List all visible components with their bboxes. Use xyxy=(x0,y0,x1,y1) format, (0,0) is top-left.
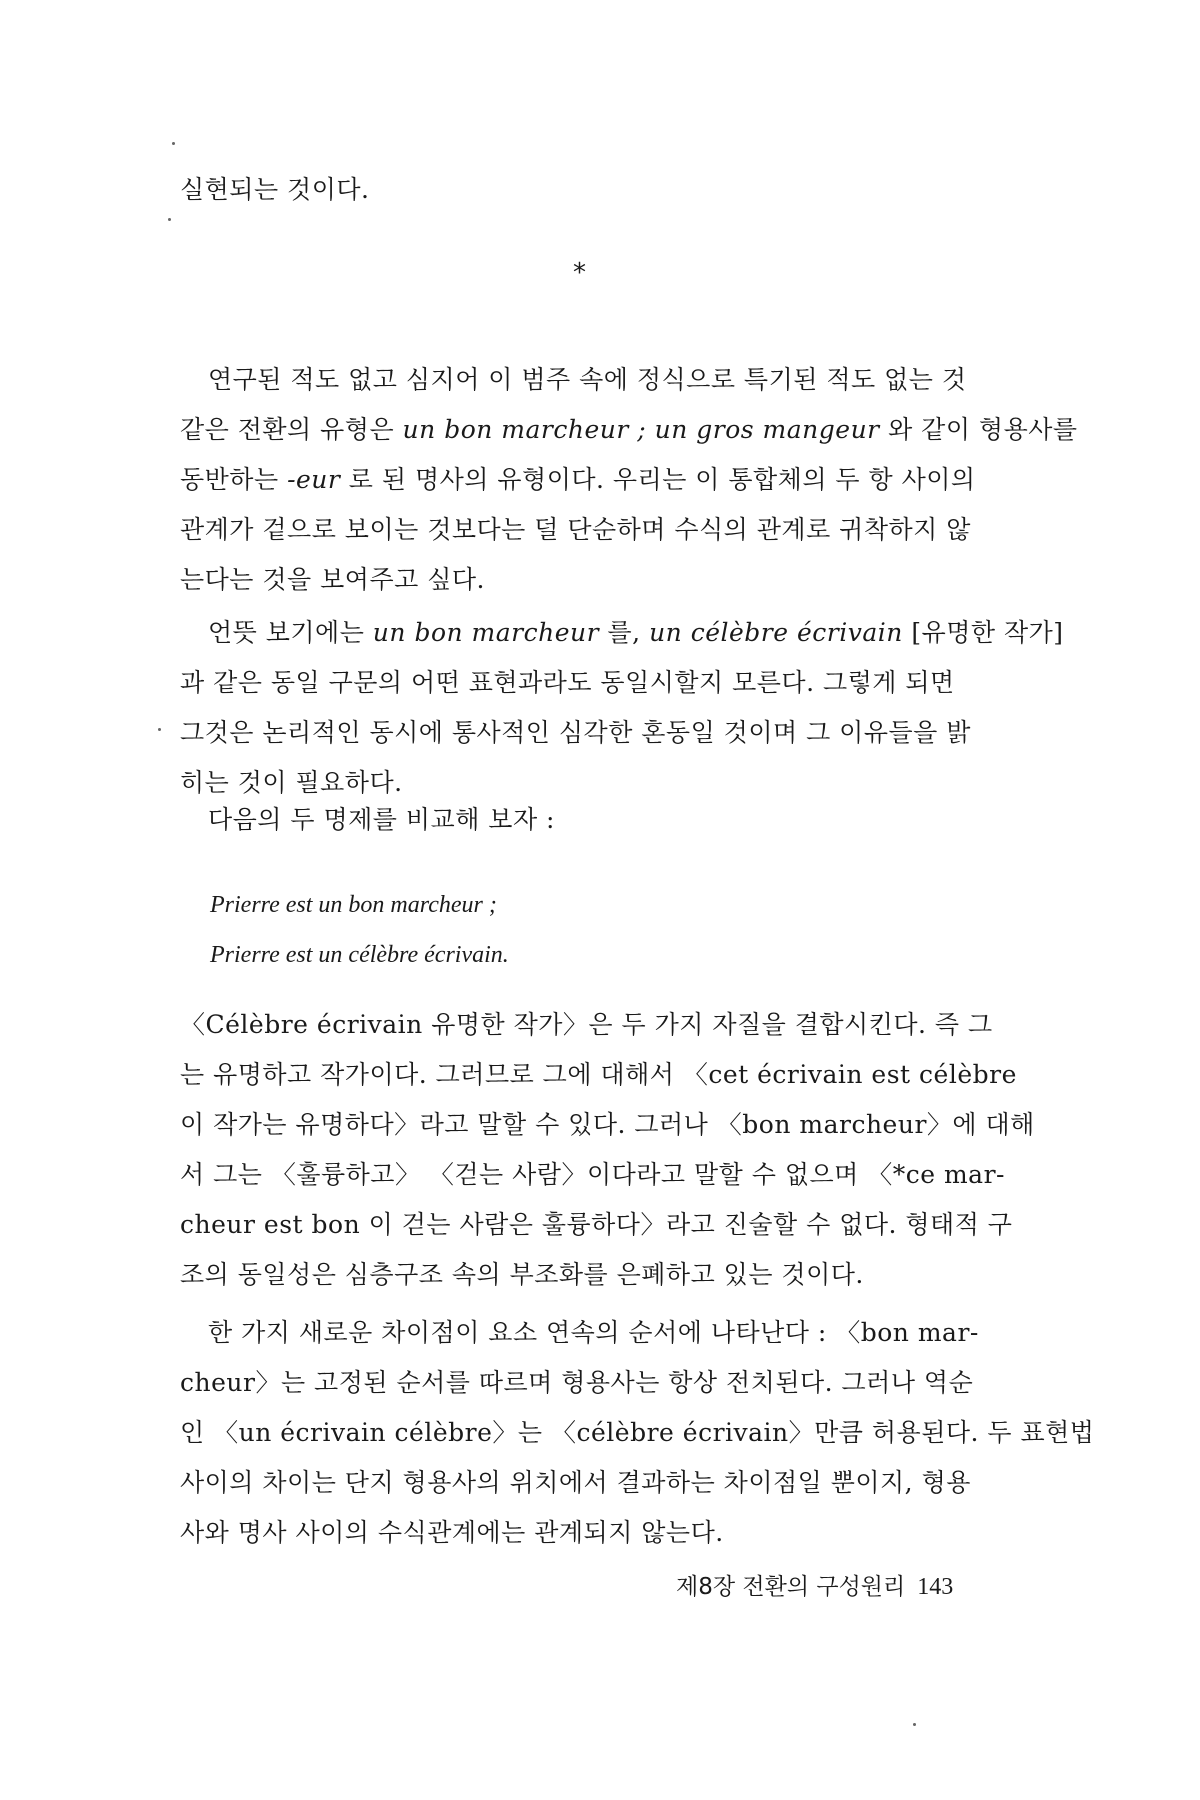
text-line: 이 작가는 유명하다〉라고 말할 수 있다. 그러나 〈bon marcheur〉에 대해 xyxy=(180,1110,1035,1139)
paragraph-1 xyxy=(180,355,1078,605)
text-line: 관계가 겉으로 보이는 것보다는 덜 단순하며 수식의 관계로 귀착하지 않 xyxy=(180,515,971,544)
french-example: un bon marcheur ; un gros mangeur xyxy=(402,415,880,444)
example-sentence: Prierre est un bon marcheur ; xyxy=(210,892,497,918)
scan-speck xyxy=(158,728,161,731)
paragraph-4 xyxy=(180,1000,1035,1300)
text-line: 그것은 논리적인 동시에 통사적인 심각한 혼동일 것이며 그 이유들을 밝 xyxy=(180,718,971,747)
text-line: 연구된 적도 없고 심지어 이 범주 속에 정식으로 특기된 적도 없는 것 xyxy=(208,365,967,394)
suffix-term: -eur xyxy=(287,465,341,494)
text-line: 동반하는 -eur 로 된 명사의 유형이다. 우리는 이 통합체의 두 항 사이의 xyxy=(180,465,976,494)
paragraph-5 xyxy=(180,1308,1095,1558)
paragraph-3 xyxy=(180,795,1020,845)
text-line: 히는 것이 필요하다. xyxy=(180,768,403,797)
text-line: 인 〈un écrivain célèbre〉는 〈célèbre écrivain〉만큼 허용된다. 두 표현법 xyxy=(180,1418,1095,1447)
scan-speck xyxy=(168,218,171,221)
text-line: 〈Célèbre écrivain 유명한 작가〉은 두 가지 자질을 결합시킨다. 즉 그 xyxy=(180,1010,993,1039)
text-line: 다음의 두 명제를 비교해 보자 : xyxy=(208,805,555,834)
text-line: 같은 전환의 유형은 un bon marcheur ; un gros mangeur 와 같이 형용사를 xyxy=(180,415,1078,444)
text-line: 사이의 차이는 단지 형용사의 위치에서 결과하는 차이점일 뿐이지, 형용 xyxy=(180,1468,971,1497)
paragraph-2 xyxy=(180,608,1064,808)
scan-speck xyxy=(172,142,175,145)
text-line: 한 가지 새로운 차이점이 요소 연속의 순서에 나타난다 : 〈bon mar- xyxy=(208,1318,979,1347)
page-number: 143 xyxy=(917,1574,954,1600)
text-line: 사와 명사 사이의 수식관계에는 관계되지 않는다. xyxy=(180,1518,724,1547)
french-example: un bon marcheur xyxy=(372,618,600,647)
text-line: 조의 동일성은 심층구조 속의 부조화를 은폐하고 있는 것이다. xyxy=(180,1260,864,1289)
text-line: 는 유명하고 작가이다. 그러므로 그에 대해서 〈cet écrivain est célèbre xyxy=(180,1060,1017,1089)
text-line: 서 그는 〈훌륭하고〉 〈걷는 사람〉이다라고 말할 수 없으며 〈*ce mar- xyxy=(180,1160,1005,1189)
page-footer xyxy=(676,1568,953,1601)
french-example: un célèbre écrivain xyxy=(649,618,903,647)
text-line: 는다는 것을 보여주고 싶다. xyxy=(180,565,485,594)
text-line: 과 같은 동일 구문의 어떤 표현과라도 동일시할지 모른다. 그렇게 되면 xyxy=(180,668,955,697)
example-sentence: Prierre est un célèbre écrivain. xyxy=(210,942,509,968)
running-head: 제8장 전환의 구성원리 xyxy=(676,1574,906,1600)
scan-speck xyxy=(913,1723,916,1726)
text-line: cheur est bon 이 걷는 사람은 훌륭하다〉라고 진술할 수 없다. 형태적 구 xyxy=(180,1210,1013,1239)
example-sentences xyxy=(210,880,509,980)
text-line: 언뜻 보기에는 un bon marcheur 를, un célèbre écrivain [유명한 작가] xyxy=(208,618,1064,647)
text-line: 실현되는 것이다. xyxy=(180,175,370,204)
section-separator: * xyxy=(573,258,586,288)
text-line: cheur〉는 고정된 순서를 따르며 형용사는 항상 전치된다. 그러나 역순 xyxy=(180,1368,974,1397)
opening-line xyxy=(180,165,1020,215)
